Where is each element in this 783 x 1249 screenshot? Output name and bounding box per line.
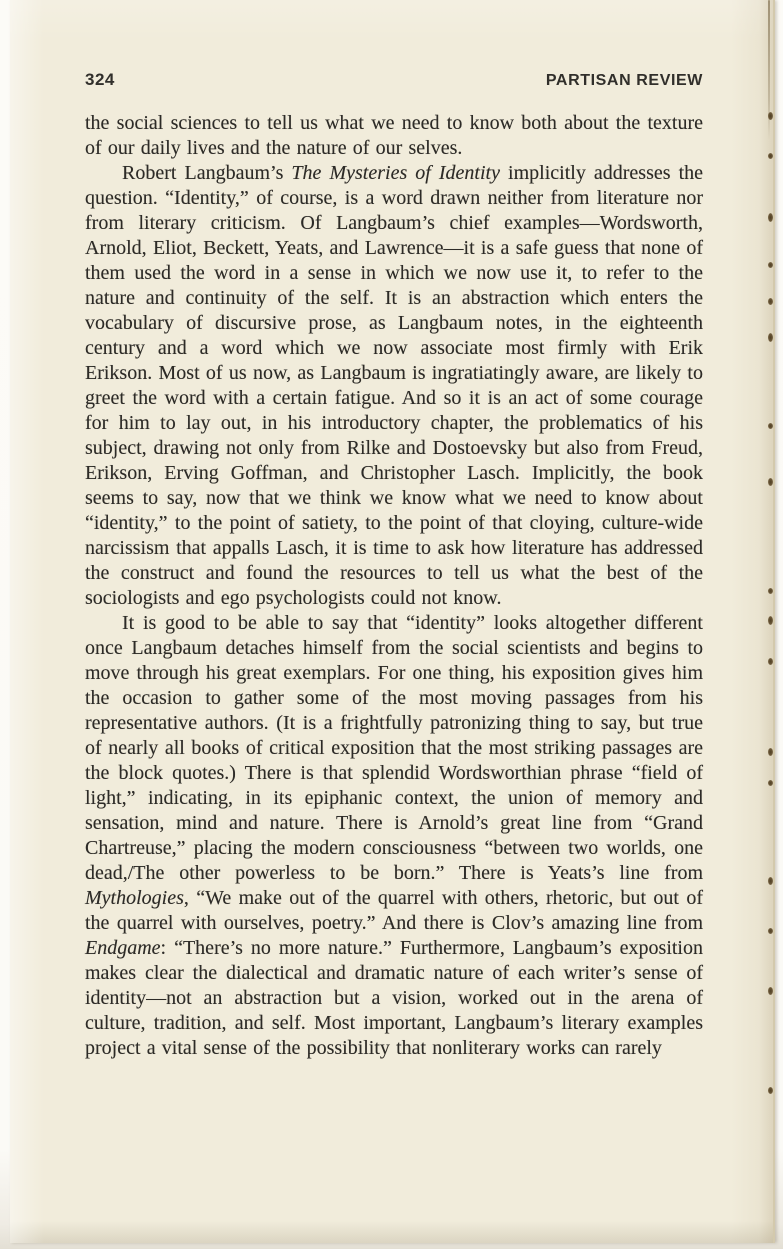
running-header <box>85 70 703 90</box>
page-edge-mark <box>768 987 773 995</box>
text-segment: the social sciences to tell us what we need to know both about the texture of our daily lives and the nature of our selves. <box>85 112 703 159</box>
page-number: 324 <box>85 70 115 89</box>
paragraph <box>85 111 703 161</box>
page-edge-mark <box>768 478 773 486</box>
page-edge-mark <box>768 780 773 786</box>
page-content <box>85 70 703 1061</box>
page-edge-mark <box>768 928 773 934</box>
page-edge-mark <box>768 333 773 342</box>
text-segment: It is good to be able to say that “identity” looks altogether different once Langbaum detaches himself from the social scientists and begins to move through his great exemplars. For one thing, his exposition gives him the occasion to gather some of the most moving passages from his representative authors. (It is a frightfully patronizing thing to say, but true of nearly all books of critical exposition that the most striking passages are the block quotes.) There is that splendid Wordsworthian phrase “field of light,” indicating, in its epiphanic context, the union of memory and sensation, mind and nature. There is Arnold’s great line from “Grand Chartreuse,” placing the modern consciousness “between two worlds, one dead,/The other powerless to be born.” There is Yeats’s line from <box>85 612 703 884</box>
page-edge-mark <box>768 423 773 429</box>
italic-text: Mythologies <box>85 887 184 909</box>
text-segment: : “There’s no more nature.” Furthermore, Langbaum’s exposition makes clear the dialectical and dramatic nature of each writer’s sense of identity—not an abstraction but a vision, worked out in the arena of culture, tradition, and self. Most important, Langbaum’s literary examples project a vital sense of the possibility that nonliterary works can rarely <box>85 937 703 1059</box>
page-edge-mark <box>768 588 773 594</box>
page-edge-mark <box>768 748 773 756</box>
body-text <box>85 111 703 1061</box>
italic-text: The Mysteries of Identity <box>291 162 500 184</box>
page-edge-mark <box>768 877 773 885</box>
text-segment: , “We make out of the quarrel with others, rhetoric, but out of the quarrel with ourselves, poetry.” And there is Clov’s amazing line from <box>85 887 703 934</box>
text-segment: implicitly addresses the question. “Identity,” of course, is a word drawn neither from literature nor from literary criticism. Of Langbaum’s chief examples—Wordsworth, Arnold, Eliot, Beckett, Yeats, and Lawrence—it is a safe guess that none of them used the word in a sense in which we now use it, to refer to the nature and continuity of the self. It is an abstraction which enters the vocabulary of discursive prose, as Langbaum notes, in the eighteenth century and a word which we now associate most firmly with Erik Erikson. Most of us now, as Langbaum is ingratiatingly aware, are likely to greet the word with a certain fatigue. And so it is an act of some courage for him to lay out, in his introductory chapter, the problematics of his subject, drawing not only from Rilke and Dostoevsky but also from Freud, Erikson, Erving Goffman, and Christopher Lasch. Implicitly, the book seems to say, now that we think we know what we need to know about “identity,” to the point of satiety, to the point of that cloying, culture-wide narcissism that appalls Lasch, it is time to ask how literature has addressed the construct and found the resources to tell us what the best of the sociologists and ego psychologists could not know. <box>85 162 703 609</box>
page-edge-mark <box>768 658 773 665</box>
page-edge-mark <box>768 1087 773 1094</box>
book-page <box>10 0 775 1243</box>
page-edge-mark <box>768 213 773 222</box>
paragraph <box>85 161 703 611</box>
journal-title: PARTISAN REVIEW <box>545 72 703 89</box>
page-edge-mark <box>768 616 773 625</box>
page-edge-mark <box>768 112 773 120</box>
page-edge-mark <box>768 153 773 159</box>
page-edge-mark <box>768 298 773 305</box>
paragraph <box>85 611 703 1061</box>
text-segment: Robert Langbaum’s <box>122 162 292 184</box>
italic-text: Endgame <box>85 937 161 959</box>
page-edge-mark <box>768 262 773 268</box>
